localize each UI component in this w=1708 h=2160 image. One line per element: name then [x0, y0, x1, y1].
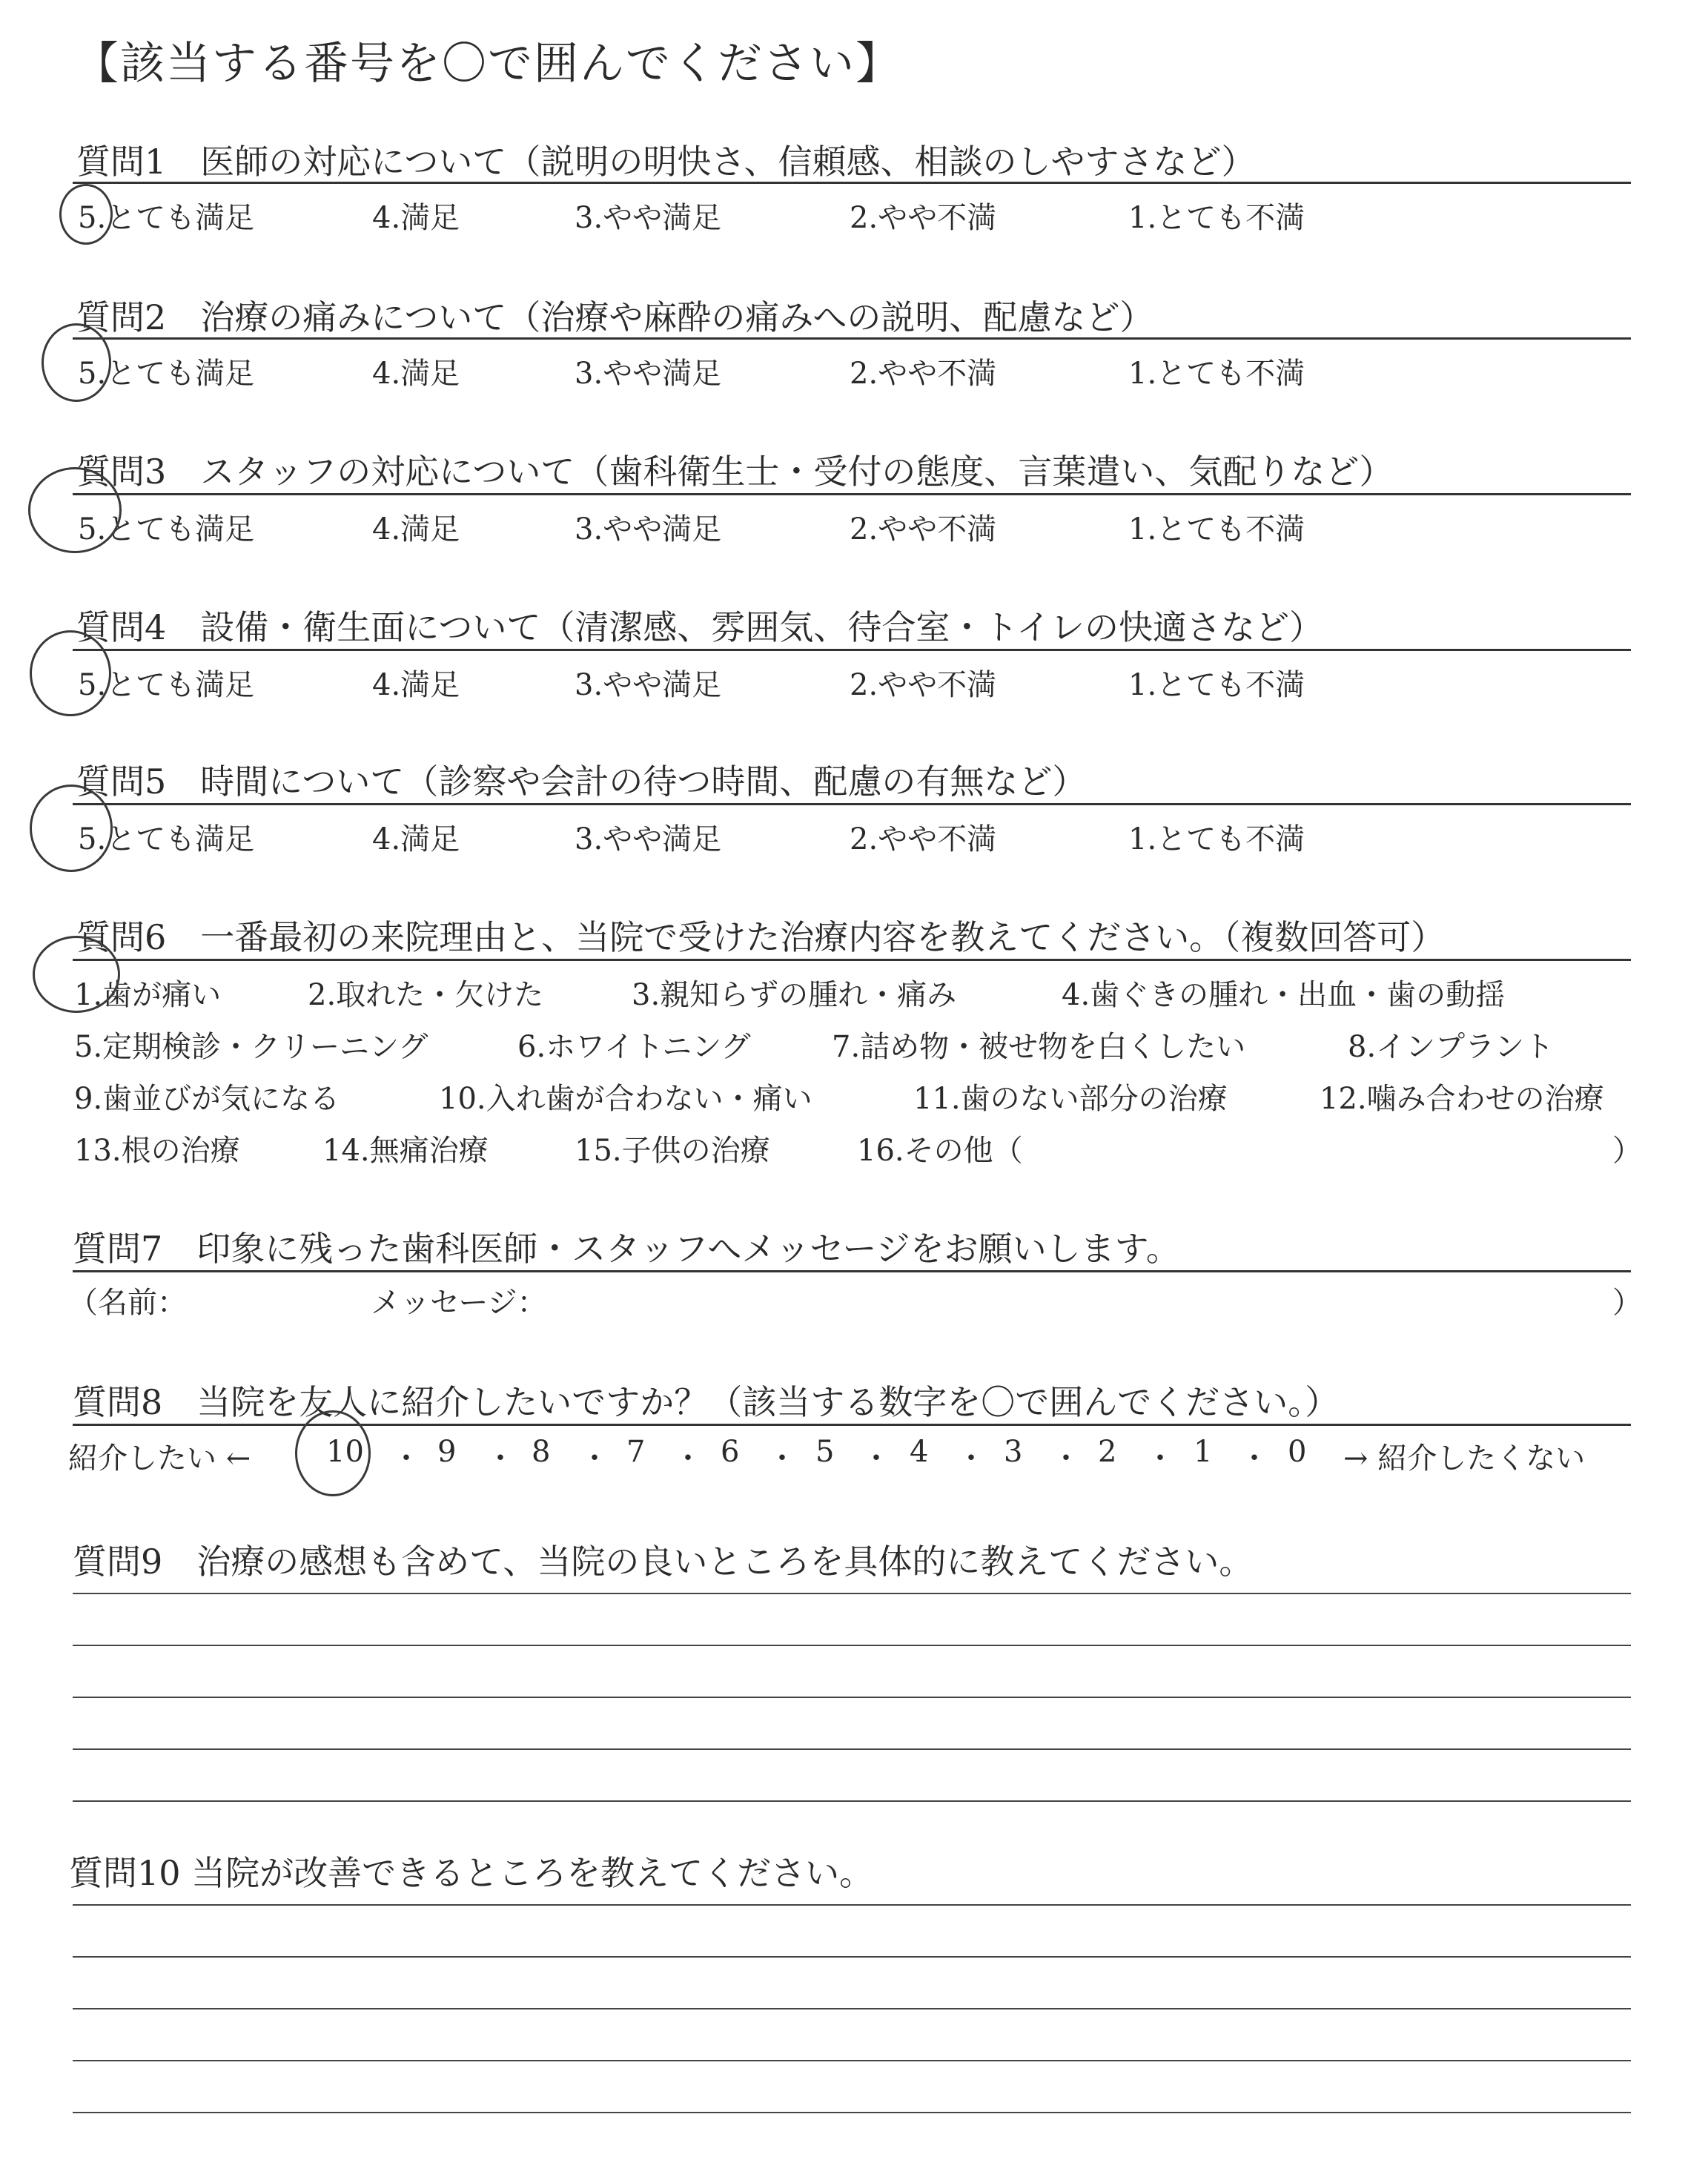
q6-option-15[interactable]: 15.子供の治療	[575, 1134, 770, 1168]
q2-option-1[interactable]: 1.とても不満	[1128, 357, 1305, 391]
q6-option-4[interactable]: 4.歯ぐきの腫れ・出血・歯の動揺	[1062, 978, 1506, 1012]
q2-option-2[interactable]: 2.やや不満	[850, 357, 997, 391]
q2-option-4[interactable]: 4.満足	[372, 357, 460, 391]
q6-option-3[interactable]: 3.親知らずの腫れ・痛み	[632, 978, 957, 1012]
q8-scale-sep: ・	[1239, 1441, 1269, 1476]
q8-scale-7[interactable]: 7	[626, 1435, 646, 1469]
q6-option-13[interactable]: 13.根の治療	[74, 1134, 240, 1168]
divider	[73, 182, 1631, 184]
q8-scale-0[interactable]: 0	[1288, 1435, 1307, 1469]
divider	[73, 803, 1631, 805]
q7-message-label: メッセージ：	[371, 1286, 547, 1320]
q3-option-1[interactable]: 1.とても不満	[1128, 512, 1305, 546]
q6-other-close-paren: ）	[1612, 1134, 1642, 1168]
question-6-label: 質問6 一番最初の来院理由と、当院で受けた治療内容を教えてください。（複数回答可）	[76, 917, 1446, 957]
q8-scale-sep: ・	[956, 1441, 986, 1476]
divider	[73, 493, 1631, 495]
q7-name-label: （名前：	[68, 1286, 187, 1320]
q3-option-5[interactable]: 5.とても満足	[78, 512, 255, 546]
q8-scale-3[interactable]: 3	[1004, 1435, 1023, 1469]
q6-option-14[interactable]: 14.無痛治療	[322, 1134, 489, 1168]
q5-option-5[interactable]: 5.とても満足	[78, 822, 255, 856]
q6-option-7[interactable]: 7.詰め物・被せ物を白くしたい	[832, 1030, 1246, 1064]
q6-option-8[interactable]: 8.インプラント	[1348, 1030, 1555, 1064]
q8-scale-6[interactable]: 6	[721, 1435, 740, 1469]
question-4-label: 質問4 設備・衛生面について（清潔感、雰囲気、待合室・トイレの快適さなど）	[76, 607, 1324, 647]
q4-option-2[interactable]: 2.やや不満	[850, 668, 997, 702]
q6-option-10[interactable]: 10.入れ歯が合わない・痛い	[439, 1082, 812, 1116]
q3-option-3[interactable]: 3.やや満足	[575, 512, 722, 546]
answer-line	[73, 1956, 1631, 1958]
question-9-label: 質問9 治療の感想も含めて、当院の良いところを具体的に教えてください。	[73, 1542, 1254, 1582]
divider	[73, 1424, 1631, 1426]
answer-line	[73, 1645, 1631, 1646]
q1-option-1[interactable]: 1.とても不満	[1128, 201, 1305, 235]
q6-option-5[interactable]: 5.定期検診・クリーニング	[74, 1030, 428, 1064]
question-2-label: 質問2 治療の痛みについて（治療や麻酔の痛みへの説明、配慮など）	[76, 297, 1154, 337]
q8-scale-9[interactable]: 9	[437, 1435, 457, 1469]
divider	[73, 337, 1631, 340]
q8-scale-sep: ・	[391, 1441, 421, 1476]
q4-option-5[interactable]: 5.とても満足	[78, 668, 255, 702]
divider	[73, 1270, 1631, 1272]
divider	[73, 959, 1631, 961]
q8-right-label: → 紹介したくない	[1343, 1441, 1586, 1476]
q5-option-2[interactable]: 2.やや不満	[850, 822, 997, 856]
q1-option-3[interactable]: 3.やや満足	[575, 201, 722, 235]
q8-scale-sep: ・	[673, 1441, 703, 1476]
question-7-label: 質問7 印象に残った歯科医師・スタッフへメッセージをお願いします。	[73, 1229, 1180, 1269]
q2-option-3[interactable]: 3.やや満足	[575, 357, 722, 391]
question-10-label: 質問10 当院が改善できるところを教えてください。	[69, 1853, 874, 1893]
q8-scale-sep: ・	[1051, 1441, 1081, 1476]
q8-scale-sep: ・	[767, 1441, 797, 1476]
answer-line	[73, 1697, 1631, 1698]
q8-scale-sep: ・	[486, 1441, 515, 1476]
q5-option-1[interactable]: 1.とても不満	[1128, 822, 1305, 856]
q6-option-12[interactable]: 12.噛み合わせの治療	[1320, 1082, 1604, 1116]
q4-option-4[interactable]: 4.満足	[372, 668, 460, 702]
q8-scale-1[interactable]: 1	[1194, 1435, 1213, 1469]
q6-option-2[interactable]: 2.取れた・欠けた	[308, 978, 544, 1012]
q6-option-6[interactable]: 6.ホワイトニング	[517, 1030, 751, 1064]
q6-option-16[interactable]: 16.その他（	[857, 1134, 1023, 1168]
q5-option-3[interactable]: 3.やや満足	[575, 822, 722, 856]
q8-scale-4[interactable]: 4	[910, 1435, 929, 1469]
q1-option-2[interactable]: 2.やや不満	[850, 201, 997, 235]
q1-option-4[interactable]: 4.満足	[372, 201, 460, 235]
q1-option-5[interactable]: 5.とても満足	[78, 201, 255, 235]
page-title: 【該当する番号を〇で囲んでください】	[74, 38, 901, 90]
q8-scale-2[interactable]: 2	[1098, 1435, 1117, 1469]
question-8-label: 質問8 当院を友人に紹介したいですか？（該当する数字を〇で囲んでください。）	[73, 1382, 1340, 1422]
q3-option-4[interactable]: 4.満足	[372, 512, 460, 546]
divider	[73, 649, 1631, 651]
q6-option-11[interactable]: 11.歯のない部分の治療	[913, 1082, 1228, 1116]
q8-left-label: 紹介したい ←	[68, 1441, 251, 1476]
q4-option-1[interactable]: 1.とても不満	[1128, 668, 1305, 702]
answer-line	[73, 2112, 1631, 2113]
question-5-label: 質問5 時間について（診察や会計の待つ時間、配慮の有無など）	[76, 762, 1087, 802]
q8-scale-8[interactable]: 8	[532, 1435, 551, 1469]
q5-option-4[interactable]: 4.満足	[372, 822, 460, 856]
q2-option-5[interactable]: 5.とても満足	[78, 357, 255, 391]
answer-line	[73, 2060, 1631, 2061]
answer-line	[73, 1748, 1631, 1750]
answer-line	[73, 1593, 1631, 1594]
answer-line	[73, 2008, 1631, 2009]
q8-scale-5[interactable]: 5	[815, 1435, 835, 1469]
q8-scale-10[interactable]: 10	[326, 1435, 364, 1469]
question-1-label: 質問1 医師の対応について（説明の明快さ、信頼感、相談のしやすさなど）	[76, 142, 1256, 182]
q7-close-paren: ）	[1612, 1286, 1642, 1320]
answer-line	[73, 1800, 1631, 1802]
q8-scale-sep: ・	[861, 1441, 891, 1476]
q6-option-9[interactable]: 9.歯並びが気になる	[74, 1082, 340, 1116]
q8-scale-sep: ・	[580, 1441, 609, 1476]
answer-line	[73, 1904, 1631, 1906]
q3-option-2[interactable]: 2.やや不満	[850, 512, 997, 546]
q4-option-3[interactable]: 3.やや満足	[575, 668, 722, 702]
q8-scale-sep: ・	[1145, 1441, 1175, 1476]
q6-option-1[interactable]: 1.歯が痛い	[74, 978, 222, 1012]
question-3-label: 質問3 スタッフの対応について（歯科衛生士・受付の態度、言葉遣い、気配りなど）	[76, 452, 1394, 492]
